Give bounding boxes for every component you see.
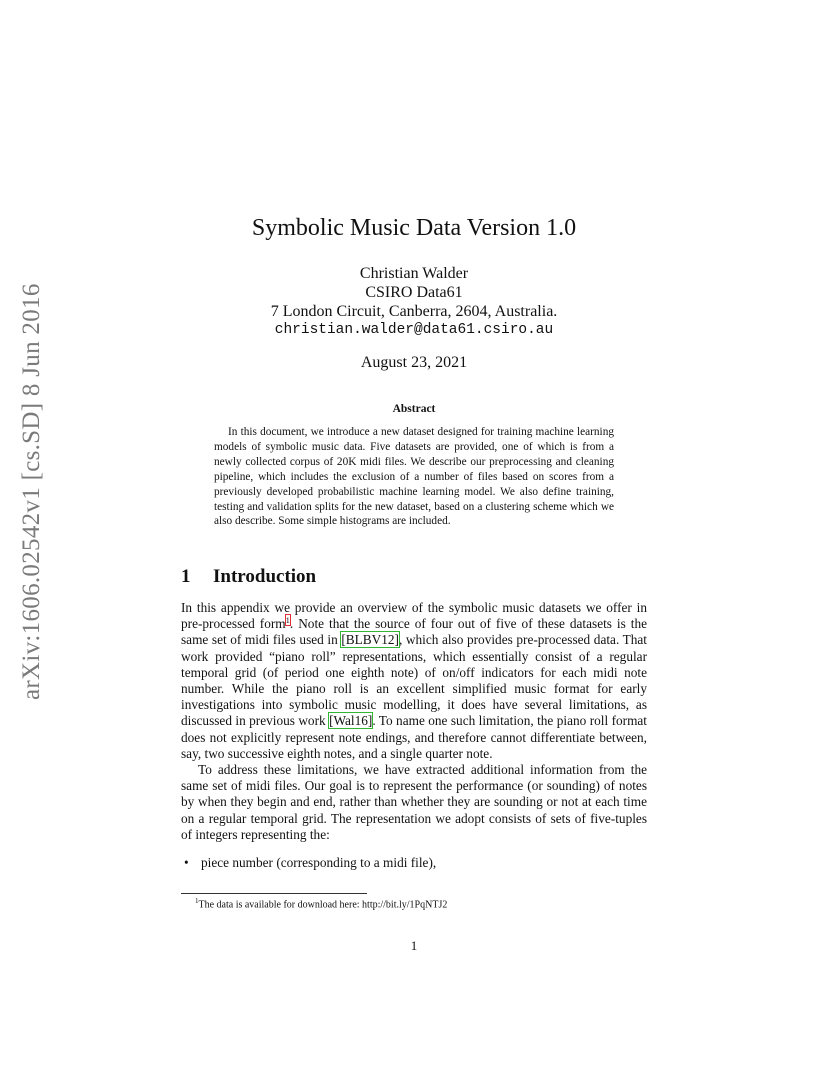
- footnote: [195, 897, 447, 910]
- section-body: [181, 600, 647, 871]
- bullet-icon: •: [184, 855, 189, 871]
- paragraph-1-part-a: In this appendix we provide an overview of the symbolic music datasets we offer in pre-processed form: [181, 600, 647, 632]
- section-number: 1: [181, 566, 191, 587]
- author-address: 7 London Circuit, Canberra, 2604, Australia.: [270, 303, 558, 320]
- paragraph-1-part-c: , which also provides pre-processed data. That work provided “piano roll” representations, which essentially consist of a regular temporal grid (of period one eighth note) of on/off indicators for each midi note number. While the piano roll is an excellent simplified music format for early investigations into symbolic music modelling, it does have several limitations, as discussed in previous work: [181, 632, 647, 729]
- author-block: [0, 264, 828, 340]
- section-title: Introduction: [213, 566, 317, 587]
- abstract-heading: Abstract: [392, 403, 436, 415]
- list-item: [181, 855, 647, 871]
- paragraph-1-part-b: . Note that the source of four out of five of these datasets is the same set of midi files used in: [181, 616, 647, 648]
- page-number: 1: [410, 938, 418, 953]
- footnote-ref-link[interactable]: 1: [285, 614, 290, 625]
- author-affiliation: CSIRO Data61: [365, 284, 463, 301]
- paper-date: August 23, 2021: [360, 354, 468, 371]
- author-name: Christian Walder: [359, 265, 469, 282]
- citation-link-blbv12[interactable]: [BLBV12]: [341, 632, 399, 648]
- footnote-text: The data is available for download here: http://bit.ly/1PqNTJ2: [198, 899, 448, 911]
- paragraph-1: [181, 600, 647, 762]
- list-item-text: piece number (corresponding to a midi file),: [201, 855, 437, 871]
- paragraph-1-part-d: . To name one such limitation, the piano roll format does not explicitly represent note endings, and therefore cannot differentiate between, say, two successive eighth notes, and a single quarter note.: [181, 713, 648, 761]
- citation-link-wal16[interactable]: [Wal16]: [329, 713, 373, 729]
- paper-title: Symbolic Music Data Version 1.0: [251, 215, 577, 241]
- footnote-divider: [181, 893, 367, 894]
- abstract-text: In this document, we introduce a new dataset designed for training machine learning models of symbolic music data. Five datasets are provided, one of which is from a newly collected corpus of 20K midi files. We describe our preprocessing and cleaning pipeline, which includes the exclusion of a number of files based on scores from a previously developed probabilistic machine learning model. We also define training, testing and validation splits for the new dataset, based on a clustering scheme which we also describe. Some simple histograms are included.: [214, 426, 614, 528]
- section-heading: [181, 566, 316, 588]
- author-email: christian.walder@data61.csiro.au: [274, 322, 554, 338]
- arxiv-identifier-stamp: arXiv:1606.02542v1 [cs.SD] 8 Jun 2016: [18, 283, 45, 700]
- paragraph-2: To address these limitations, we have extracted additional information from the same set of midi files. Our goal is to represent the performance (or sounding) of notes by when they begin and end, rather than whether they are sounding or not at each time on a regular temporal grid. The representation we adopt consists of sets of five-tuples of integers representing the:: [181, 762, 647, 842]
- footnote-marker: 1: [195, 897, 199, 905]
